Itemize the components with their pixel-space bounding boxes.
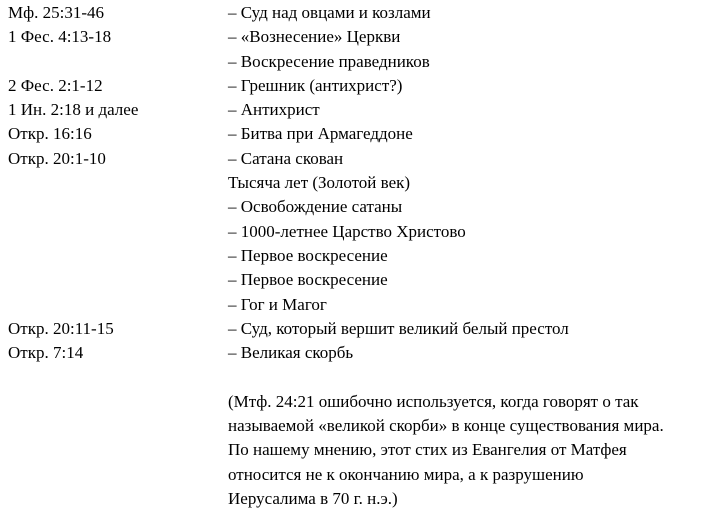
table-row bbox=[8, 25, 728, 49]
table-row bbox=[8, 147, 728, 171]
scripture-ref: Откр. 7:14 bbox=[8, 343, 84, 363]
event-label: – Грешник (антихрист?) bbox=[228, 75, 403, 95]
table-row bbox=[8, 171, 728, 195]
table-row bbox=[8, 244, 728, 268]
note-line: Иерусалима в 70 г. н.э.) bbox=[228, 488, 398, 508]
event-label: – Великая скорбь bbox=[228, 343, 354, 363]
scripture-ref: Откр. 20:11-15 bbox=[8, 318, 114, 338]
event-label: – Первое воскресение bbox=[228, 245, 388, 265]
event-label: – Битва при Армагеддоне bbox=[228, 124, 413, 144]
note-line: называемой «великой скорби» в конце существования мира. bbox=[228, 416, 664, 436]
table-row bbox=[8, 195, 728, 219]
table-row bbox=[8, 268, 728, 292]
scripture-ref: Откр. 20:1-10 bbox=[8, 148, 106, 168]
table-row bbox=[8, 122, 728, 146]
note-line: (Мтф. 24:21 ошибочно используется, когда говорят о так bbox=[228, 391, 639, 411]
note-line: По нашему мнению, этот стих из Евангелия от Матфея bbox=[228, 440, 627, 460]
event-label: – Антихрист bbox=[228, 100, 320, 120]
scripture-ref: 1 Фес. 4:13-18 bbox=[8, 27, 112, 47]
scripture-ref: 1 Ин. 2:18 и далее bbox=[8, 100, 139, 120]
table-row bbox=[8, 293, 728, 317]
scripture-ref: Мф. 25:31-46 bbox=[8, 3, 105, 22]
note-line: относится не к окончанию мира, а к разрушению bbox=[228, 464, 584, 484]
event-label: – 1000-летнее Царство Христово bbox=[228, 221, 466, 241]
table-row bbox=[8, 74, 728, 98]
table-row bbox=[8, 341, 728, 365]
table-row bbox=[8, 220, 728, 244]
footnote-paragraph bbox=[228, 390, 728, 511]
event-label: – Суд над овцами и козлами bbox=[228, 3, 431, 22]
table-row bbox=[8, 50, 728, 74]
event-label: – Суд, который вершит великий белый престол bbox=[228, 318, 569, 338]
scripture-ref: Откр. 16:16 bbox=[8, 124, 92, 144]
event-label: – Освобождение сатаны bbox=[228, 197, 403, 217]
event-label: Тысяча лет (Золотой век) bbox=[228, 173, 411, 193]
event-label: – Первое воскресение bbox=[228, 270, 388, 290]
event-label: – Сатана скован bbox=[228, 148, 344, 168]
table-row bbox=[8, 98, 728, 122]
event-label: – «Вознесение» Церкви bbox=[228, 27, 401, 47]
scripture-event-list bbox=[8, 1, 728, 511]
table-row bbox=[8, 1, 728, 25]
table-row bbox=[8, 317, 728, 341]
scripture-ref: 2 Фес. 2:1-12 bbox=[8, 75, 103, 95]
event-label: – Гог и Магог bbox=[228, 294, 327, 314]
event-label: – Воскресение праведников bbox=[228, 51, 430, 71]
